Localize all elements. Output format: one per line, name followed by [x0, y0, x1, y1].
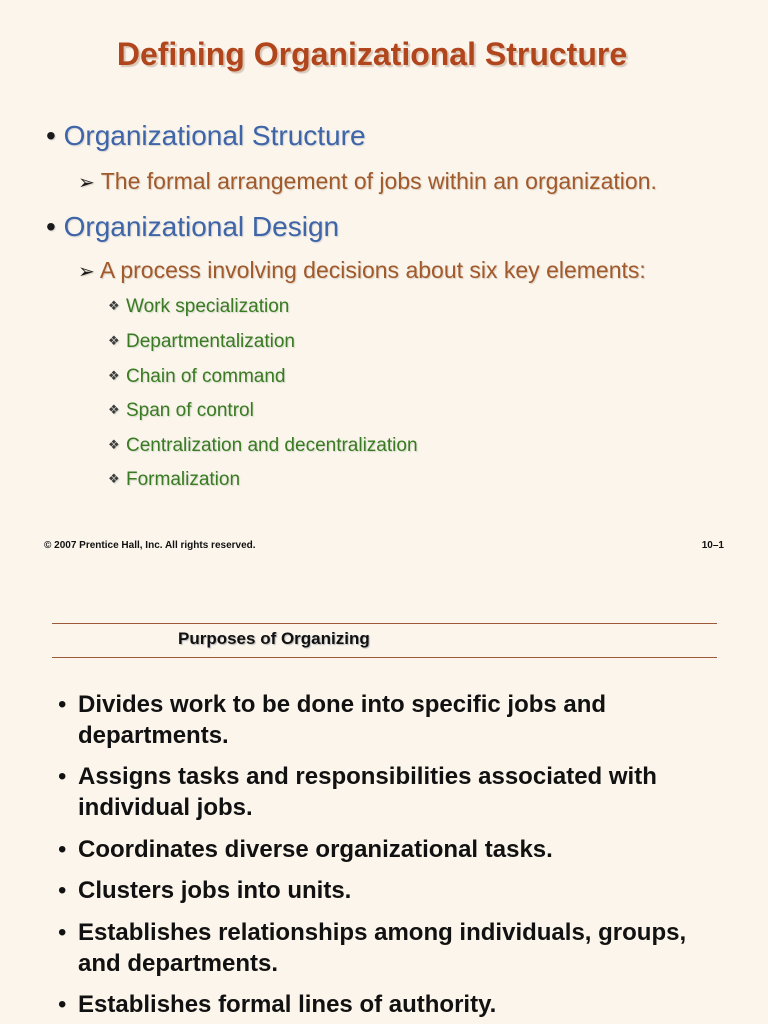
purpose-bullet — [58, 917, 718, 979]
purpose-text: Assigns tasks and responsibilities associated with individual jobs. — [78, 763, 657, 821]
bullet-icon: • — [58, 991, 67, 1018]
bullet-icon: • — [58, 763, 67, 790]
bullet-icon: • — [58, 691, 67, 718]
diamond-bullet-icon: ❖ — [108, 471, 120, 486]
bullet-icon: • — [46, 120, 56, 151]
slide-title: Defining Organizational Structure — [116, 36, 628, 72]
sub-bullet-structure-definition — [78, 168, 657, 195]
purpose-bullet — [58, 761, 718, 823]
key-element-label: Centralization and decentralization — [126, 435, 418, 456]
key-element-label: Departmentalization — [126, 331, 295, 352]
sub-bullet-text: The formal arrangement of jobs within an organization. — [100, 168, 657, 194]
heading-bottom-rule — [52, 657, 717, 658]
bullet-icon: • — [46, 211, 56, 242]
bullet-organizational-structure — [46, 120, 366, 152]
key-element-label: Formalization — [126, 469, 241, 490]
purpose-text: Clusters jobs into units. — [78, 877, 352, 904]
key-element-item — [108, 366, 285, 388]
purpose-text: Divides work to be done into specific jobs and departments. — [78, 691, 607, 749]
diamond-bullet-icon: ❖ — [108, 368, 120, 383]
diamond-bullet-icon: ❖ — [108, 298, 120, 313]
purpose-bullet — [58, 834, 718, 865]
bullet-icon: • — [58, 836, 67, 863]
key-element-item — [108, 435, 418, 457]
key-element-label: Span of control — [126, 400, 254, 421]
sub-bullet-text: A process involving decisions about six key elements: — [99, 257, 646, 283]
key-element-label: Chain of command — [126, 366, 286, 387]
arrow-bullet-icon: ➢ — [78, 172, 95, 194]
page-number: 10–1 — [701, 540, 724, 551]
purpose-text: Establishes relationships among individuals, groups, and departments. — [78, 919, 687, 977]
purpose-bullet — [58, 989, 718, 1020]
key-element-item — [108, 331, 295, 353]
bullet-icon: • — [58, 919, 67, 946]
section-heading: Purposes of Organizing — [178, 629, 370, 648]
diamond-bullet-icon: ❖ — [108, 402, 120, 417]
diamond-bullet-icon: ❖ — [108, 437, 120, 452]
purpose-text: Coordinates diverse organizational tasks. — [78, 836, 553, 863]
key-element-item — [108, 296, 289, 318]
arrow-bullet-icon: ➢ — [78, 261, 95, 283]
sub-bullet-design-definition — [78, 257, 646, 284]
bullet-label: Organizational Design — [63, 211, 340, 242]
bullet-icon: • — [58, 877, 67, 904]
diamond-bullet-icon: ❖ — [108, 333, 120, 348]
key-element-label: Work specialization — [126, 296, 290, 317]
purpose-text: Establishes formal lines of authority. — [78, 991, 497, 1018]
copyright-notice: © 2007 Prentice Hall, Inc. All rights reserved. — [44, 540, 256, 551]
heading-top-rule — [52, 623, 717, 624]
purpose-bullet — [58, 875, 718, 906]
bullet-organizational-design — [46, 211, 339, 243]
bullet-label: Organizational Structure — [63, 120, 366, 151]
key-element-item — [108, 469, 240, 491]
purpose-bullet — [58, 689, 718, 751]
key-element-item — [108, 400, 254, 422]
